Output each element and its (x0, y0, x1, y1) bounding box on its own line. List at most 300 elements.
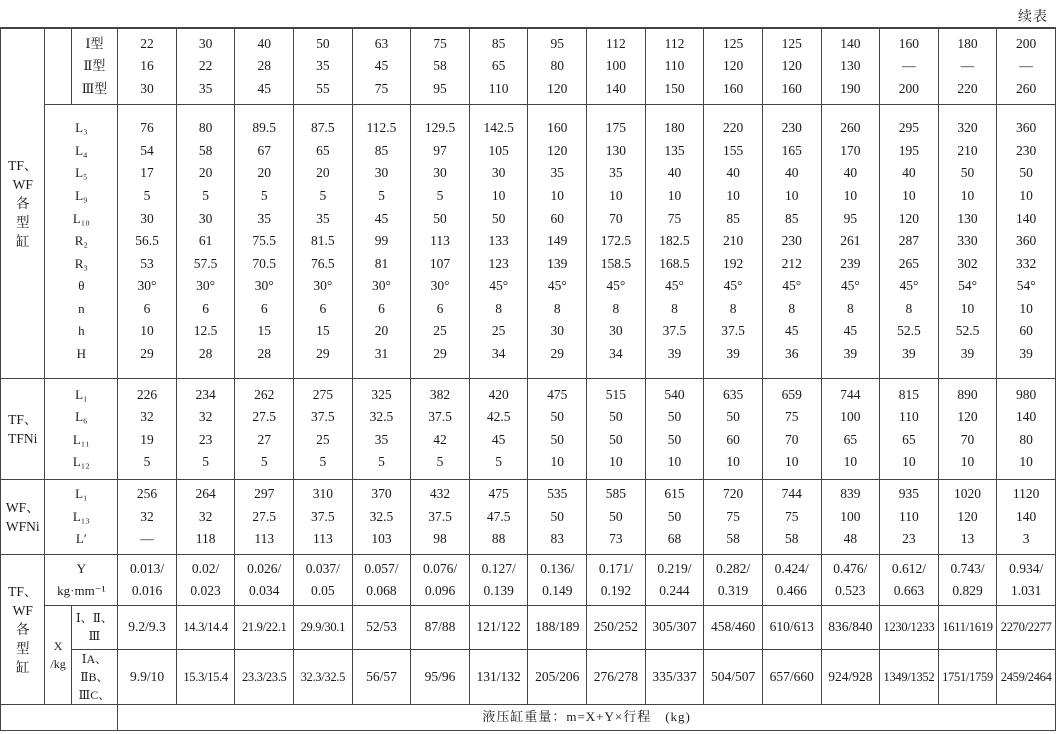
table-cell: 16 (140, 58, 154, 74)
table-cell: 5 (260, 187, 268, 203)
table-cell: 37.5 (311, 508, 335, 524)
table-cell: 261 (840, 233, 861, 249)
table-cell: 360 (1016, 120, 1037, 136)
table-cell: 330 (957, 233, 978, 249)
group-label-line: 各 (15, 622, 30, 638)
table-cell: 50 (667, 431, 682, 447)
table-cell: 65 (902, 431, 916, 447)
param-values (352, 104, 411, 378)
cylinder-dimension-table (0, 27, 1056, 731)
table-cell: 25 (316, 431, 330, 447)
table-cell: 305/307 (645, 605, 704, 649)
table-cell: 28 (198, 346, 213, 362)
param-label: θ (78, 278, 85, 294)
table-cell: 12.5 (193, 323, 218, 339)
param-values (411, 379, 470, 479)
table-cell: 30° (196, 278, 216, 294)
l2-values (176, 29, 235, 105)
table-cell: 29 (140, 346, 154, 362)
table-cell: 744 (781, 486, 802, 501)
table-cell: 458/460 (704, 605, 763, 649)
table-cell: 87/88 (411, 605, 470, 649)
table-cell: 75.5 (252, 233, 277, 249)
table-cell: 5 (378, 187, 385, 203)
table-cell: 123 (488, 255, 509, 271)
table-cell: 10 (902, 187, 916, 203)
table-cell: 30 (374, 165, 389, 181)
continued-label: 续表 (1018, 10, 1048, 25)
table-cell: 140 (605, 80, 626, 96)
table-cell: 8 (553, 300, 561, 316)
group-label-line: TF、 (8, 158, 38, 174)
footer-row (1, 704, 1056, 730)
param-label: L₁₂ (72, 454, 90, 470)
table-cell: 85 (491, 35, 506, 51)
l2-values (352, 29, 411, 105)
table-cell: 113 (312, 531, 333, 547)
l2-values (762, 29, 821, 105)
table-cell: 31 (374, 346, 389, 362)
table-cell: 25 (433, 323, 447, 339)
table-cell: 95 (433, 80, 447, 96)
table-cell: 135 (664, 142, 685, 158)
table-cell: 20 (316, 165, 330, 181)
table-cell: 80 (550, 58, 565, 74)
table-cell: 0.219/ (657, 560, 692, 576)
table-cell: 58 (784, 531, 799, 547)
table-cell: 8 (846, 300, 854, 316)
table-cell: 45° (782, 278, 802, 294)
param-values (704, 104, 763, 378)
table-cell: 80 (1019, 431, 1033, 447)
table-cell: 75 (433, 35, 447, 51)
table-cell: 15 (257, 323, 271, 339)
param-values (469, 379, 528, 479)
table-cell: 2270/2277 (997, 605, 1056, 649)
table-row (1, 555, 1056, 606)
param-values (235, 479, 294, 555)
table-cell: 165 (781, 142, 802, 158)
table-cell: 180 (957, 35, 978, 51)
table-cell: 30° (371, 278, 391, 294)
table-cell: 260 (1016, 80, 1037, 96)
table-cell: 635 (722, 386, 744, 402)
table-cell: 5 (319, 454, 327, 470)
param-values (704, 379, 763, 479)
table-cell: 256 (136, 486, 158, 501)
param-label: R₂ (74, 233, 88, 249)
table-row (1, 104, 1056, 378)
table-cell: 85 (374, 142, 389, 158)
footer-note: 液压缸重量：m=X+Y×行程 (kg) (118, 704, 1056, 730)
table-cell: 95 (550, 35, 565, 51)
table-cell: 22 (140, 35, 154, 51)
table-cell: 744 (840, 386, 861, 402)
table-cell: 56.5 (135, 233, 159, 249)
table-cell: 610/613 (762, 605, 821, 649)
table-cell: 54° (1016, 278, 1036, 294)
group-label-line: 缸 (15, 660, 30, 676)
table-cell: 120 (957, 508, 978, 524)
table-cell: 25 (491, 323, 506, 339)
table-cell: 1751/1759 (938, 649, 997, 704)
group-label-line: TF、 (8, 584, 38, 600)
table-cell: 287 (898, 233, 920, 249)
y-values (352, 555, 411, 606)
table-cell: 95 (843, 210, 858, 226)
param-label: h (78, 323, 85, 339)
y-values (587, 555, 646, 606)
table-cell: 432 (429, 486, 451, 501)
table-cell: 0.02/ (191, 560, 220, 576)
table-cell: 50 (550, 409, 565, 425)
param-label: R₃ (74, 255, 88, 271)
table-cell: 0.096 (424, 583, 456, 599)
param-label: L₁ (75, 386, 88, 402)
table-cell: 160 (722, 80, 744, 96)
table-cell: 10 (1019, 300, 1033, 316)
table-cell: 10 (960, 300, 975, 316)
group-label (1, 379, 45, 479)
table-cell: 160 (781, 80, 802, 96)
param-values (821, 379, 880, 479)
table-cell: 35 (316, 210, 330, 226)
table-cell: 155 (722, 142, 744, 158)
table-cell: 8 (729, 300, 737, 316)
group-label-line: WF (12, 177, 33, 193)
table-cell: 0.934/ (1009, 560, 1044, 576)
table-cell: 0.013/ (129, 560, 165, 576)
table-cell: 37.5 (721, 323, 745, 339)
param-label: L₆ (75, 409, 88, 425)
param-label: Y (76, 560, 87, 576)
table-cell: 103 (371, 531, 392, 547)
x-label-line: X (53, 638, 63, 653)
table-cell: 32.3/32.5 (294, 649, 353, 704)
table-cell: 180 (664, 120, 685, 136)
l2-values (235, 29, 294, 105)
y-values (997, 555, 1056, 606)
table-cell: 535 (547, 486, 568, 501)
table-cell: 29 (316, 346, 330, 362)
y-values (938, 555, 997, 606)
table-cell: 10 (1019, 454, 1033, 470)
table-cell: 200 (1016, 35, 1037, 51)
x-type-line: ⅠA、 (81, 651, 108, 666)
table-cell: 30° (313, 278, 333, 294)
table-cell: 50 (1019, 165, 1033, 181)
param-values (587, 379, 646, 479)
param-values (938, 379, 997, 479)
table-cell: 52.5 (955, 323, 980, 339)
table-cell: 14.3/14.4 (176, 605, 235, 649)
y-values (294, 555, 353, 606)
table-cell: 302 (957, 255, 978, 271)
table-cell: 45 (257, 80, 271, 96)
table-cell: 8 (612, 300, 620, 316)
table-cell: 0.037/ (305, 560, 340, 576)
table-cell: 50 (609, 508, 623, 524)
table-cell: 839 (840, 486, 861, 501)
table-cell: 110 (899, 409, 919, 425)
table-cell: 87.5 (311, 120, 335, 136)
table-cell: 27.5 (252, 508, 277, 524)
table-cell: 35 (550, 165, 565, 181)
param-values (997, 379, 1056, 479)
table-cell: 70.5 (252, 255, 277, 271)
l2-values (469, 29, 528, 105)
table-cell: 0.829 (952, 583, 983, 599)
table-cell: 110 (488, 80, 509, 96)
table-cell: 0.026/ (247, 560, 282, 576)
y-values (821, 555, 880, 606)
table-cell: 110 (664, 58, 685, 74)
table-cell: 9.9/10 (118, 649, 177, 704)
table-cell: 10 (902, 454, 916, 470)
param-values (528, 479, 587, 555)
table-cell: 53 (140, 255, 154, 271)
l2-values (411, 29, 470, 105)
table-cell: 0.244 (659, 583, 690, 599)
table-cell: 30 (550, 323, 565, 339)
table-cell: 52.5 (897, 323, 921, 339)
param-values (762, 379, 821, 479)
table-cell: 30° (254, 278, 274, 294)
table-cell: 475 (488, 486, 509, 501)
table-cell: 142.5 (483, 120, 514, 136)
table-cell: 45° (547, 278, 567, 294)
table-cell: 0.139 (483, 583, 514, 599)
l2-values (821, 29, 880, 105)
param-values (997, 479, 1056, 555)
table-cell: 980 (1016, 386, 1037, 402)
table-cell: 81 (374, 255, 389, 271)
table-cell: 39 (1019, 346, 1033, 362)
table-cell: 890 (957, 386, 978, 402)
table-cell: 10 (726, 187, 740, 203)
table-cell: 110 (899, 508, 919, 524)
table-cell: 150 (664, 80, 685, 96)
table-cell: 0.743/ (950, 560, 985, 576)
table-cell: 3 (1022, 531, 1030, 547)
param-values (880, 379, 939, 479)
param-values (294, 479, 353, 555)
l2-type: Ⅰ型 (85, 35, 104, 51)
y-values (411, 555, 470, 606)
table-cell: 210 (957, 142, 978, 158)
table-cell: 95/96 (411, 649, 470, 704)
table-cell: 45 (843, 323, 858, 339)
table-cell: 20 (374, 323, 389, 339)
l2-type: Ⅲ型 (81, 80, 108, 96)
table-cell: 815 (898, 386, 920, 402)
table-cell: 149 (547, 233, 568, 249)
table-cell: 23 (198, 431, 213, 447)
param-values (587, 104, 646, 378)
table-cell: 50 (609, 409, 623, 425)
param-values (645, 104, 704, 378)
table-cell: 88 (491, 531, 506, 547)
table-cell: 105 (488, 142, 509, 158)
param-values (118, 479, 177, 555)
table-cell: 67 (257, 142, 271, 158)
x-type-line: Ⅰ、Ⅱ、 (76, 611, 113, 626)
table-cell: 8 (788, 300, 796, 316)
table-cell: 0.023 (190, 583, 221, 599)
table-cell: 60 (1019, 323, 1033, 339)
table-cell: 5 (143, 454, 151, 470)
table-cell: 335/337 (645, 649, 704, 704)
table-cell: 172.5 (600, 233, 632, 249)
group-label (1, 555, 45, 705)
table-cell: 61 (198, 233, 213, 249)
x-type (71, 605, 117, 649)
table-cell: 45° (723, 278, 743, 294)
table-cell: 10 (784, 454, 799, 470)
table-cell: 40 (843, 165, 858, 181)
y-values (176, 555, 235, 606)
group-label-line: TF、 (8, 411, 38, 427)
l2-values (118, 29, 177, 105)
table-cell: 924/928 (821, 649, 880, 704)
table-cell: 29 (433, 346, 447, 362)
table-cell: 70 (784, 431, 799, 447)
table-cell: 720 (722, 486, 744, 501)
table-cell: 100 (605, 58, 626, 74)
table-cell: 0.612/ (891, 560, 926, 576)
table-cell: 112 (664, 35, 685, 51)
table-cell: 140 (840, 35, 861, 51)
group-label-line: TFNi (8, 430, 38, 446)
param-values (762, 479, 821, 555)
table-cell: 75 (784, 508, 799, 524)
table-cell: 50 (550, 508, 565, 524)
group-label-line: 各 (15, 196, 30, 212)
table-cell: 50 (433, 210, 447, 226)
table-cell: 239 (840, 255, 861, 271)
table-cell: 234 (195, 386, 216, 402)
table-cell: 10 (491, 187, 506, 203)
table-cell: 35 (257, 210, 271, 226)
table-cell: 276/278 (587, 649, 646, 704)
table-cell: 42 (433, 431, 447, 447)
table-cell: 29.9/30.1 (294, 605, 353, 649)
param-values (938, 479, 997, 555)
table-cell: 100 (840, 508, 861, 524)
table-cell: 30° (137, 278, 157, 294)
table-cell: 10 (784, 187, 799, 203)
param-values (235, 379, 294, 479)
param-labels (45, 479, 118, 555)
table-cell: 5 (143, 187, 151, 203)
table-cell: 168.5 (659, 255, 690, 271)
l2-values (880, 29, 939, 105)
table-cell: 81.5 (311, 233, 335, 249)
param-values (352, 379, 411, 479)
table-row (1, 605, 1056, 649)
l2-label (45, 29, 71, 105)
table-cell: 30 (198, 35, 213, 51)
table-cell: 54° (958, 278, 977, 294)
table-cell: 112 (606, 35, 626, 51)
table-cell: 131/132 (469, 649, 528, 704)
table-cell: 0.149 (542, 583, 573, 599)
table-cell: 190 (840, 80, 861, 96)
y-values (469, 555, 528, 606)
table-cell: 5 (260, 454, 268, 470)
table-cell: 75 (374, 80, 389, 96)
y-values (645, 555, 704, 606)
l2-values (645, 29, 704, 105)
table-cell: 5 (202, 187, 209, 203)
table-cell: 657/660 (762, 649, 821, 704)
table-cell: 50 (316, 35, 330, 51)
footer-spacer (1, 704, 118, 730)
table-cell: 63 (374, 35, 389, 51)
table-cell: 1230/1233 (880, 605, 939, 649)
param-values (469, 479, 528, 555)
table-cell: 39 (902, 346, 916, 362)
table-cell: 133 (488, 233, 509, 249)
table-cell: 585 (605, 486, 626, 501)
table-cell: 192 (722, 255, 744, 271)
param-values (704, 479, 763, 555)
table-cell: 120 (722, 58, 744, 74)
table-cell: 39 (726, 346, 740, 362)
table-cell: 17 (140, 165, 154, 181)
param-values (645, 379, 704, 479)
table-cell: 52/53 (352, 605, 411, 649)
table-cell: 76.5 (311, 255, 335, 271)
table-cell: 10 (667, 187, 682, 203)
table-cell: 32.5 (369, 409, 394, 425)
table-cell: 30 (609, 323, 623, 339)
param-values (938, 104, 997, 378)
table-cell: 130 (840, 58, 861, 74)
table-cell: 130 (957, 210, 978, 226)
param-values (821, 104, 880, 378)
table-cell: 58 (433, 58, 447, 74)
table-cell: 0.319 (717, 583, 749, 599)
table-cell: 6 (202, 300, 209, 316)
table-cell: 35 (316, 58, 330, 74)
table-cell: 85 (726, 210, 740, 226)
param-values (411, 479, 470, 555)
table-cell: 0.282/ (716, 560, 751, 576)
table-cell: 40 (726, 165, 740, 181)
table-cell: 275 (312, 386, 333, 402)
group-label-line: 型 (15, 641, 30, 657)
table-cell: 160 (547, 120, 568, 136)
table-cell: 32 (140, 409, 154, 425)
table-cell: 0.034 (249, 583, 280, 599)
table-cell: 30 (433, 165, 447, 181)
param-label: H (76, 346, 87, 362)
table-cell: 22 (198, 58, 213, 74)
table-cell: 10 (843, 454, 858, 470)
param-values (352, 479, 411, 555)
table-cell: 30 (140, 80, 154, 96)
table-cell: — (140, 531, 154, 547)
table-cell: 30° (430, 278, 450, 294)
l2-values (587, 29, 646, 105)
table-cell: 320 (957, 120, 978, 136)
table-cell: 6 (319, 300, 327, 316)
table-cell: 97 (433, 142, 447, 158)
param-label: L₄ (75, 142, 88, 158)
table-cell: 32 (140, 508, 154, 524)
table-cell: 47.5 (486, 508, 511, 524)
